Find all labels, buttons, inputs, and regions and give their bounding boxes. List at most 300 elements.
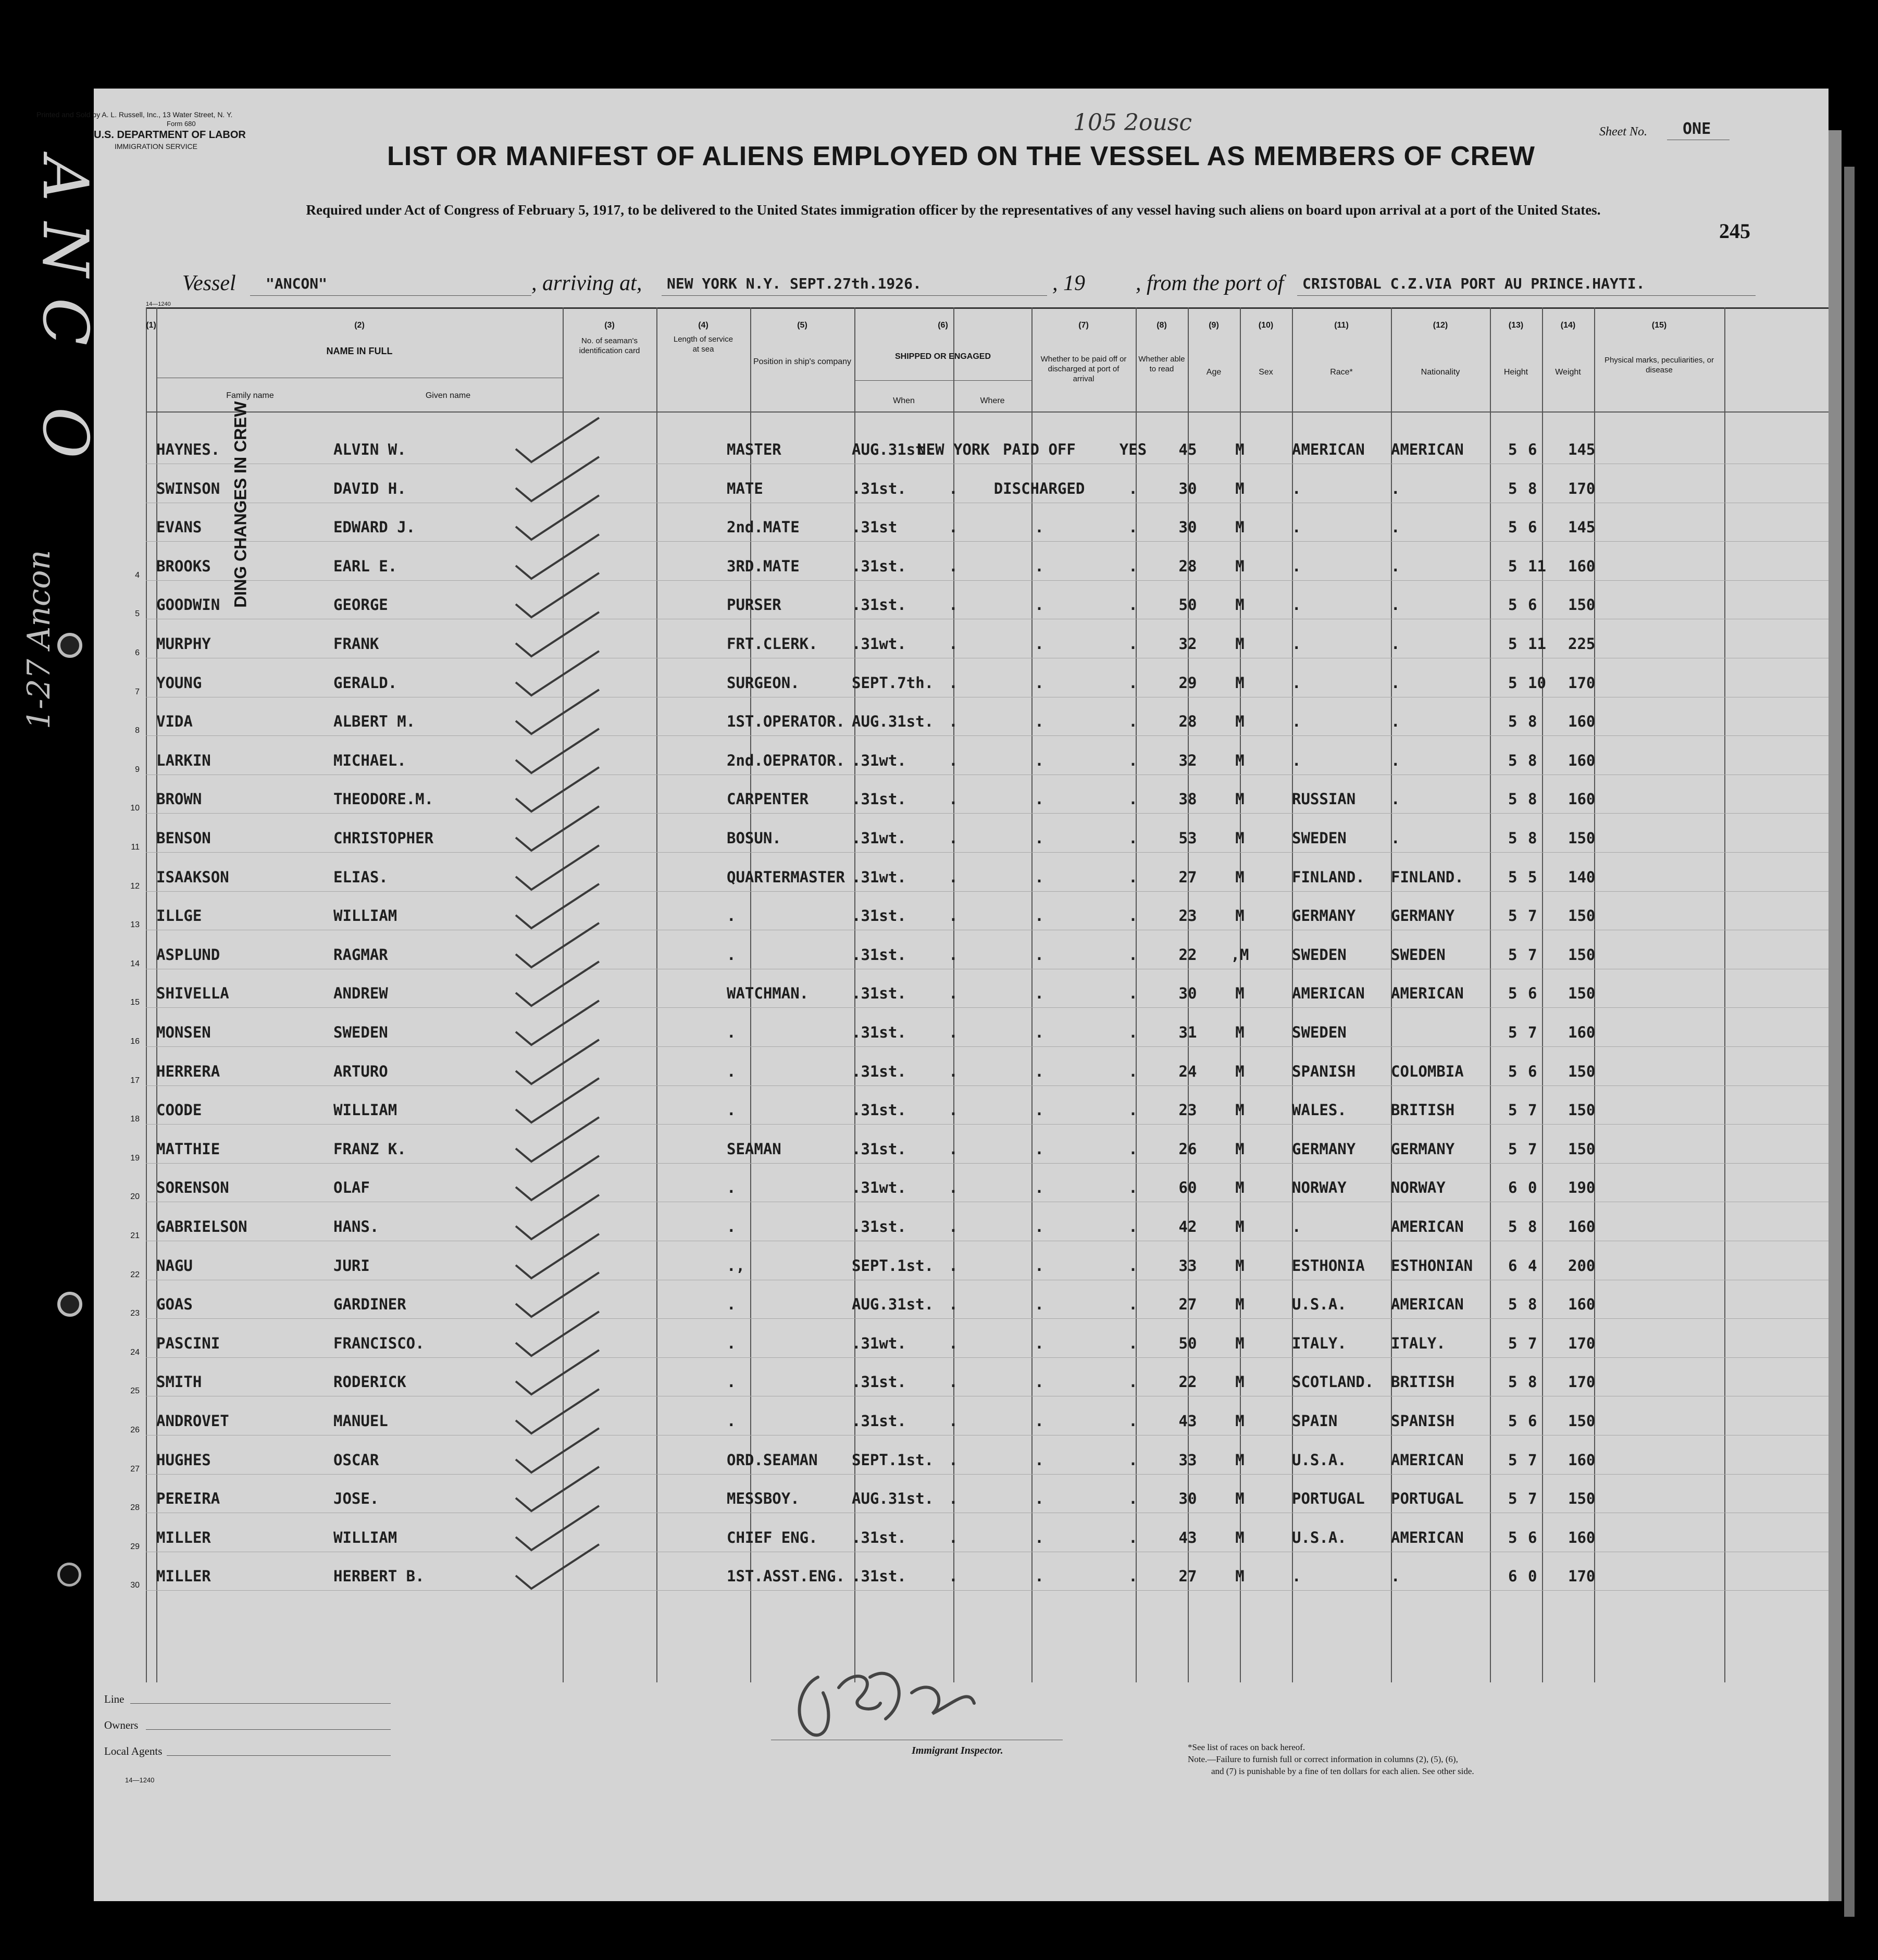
given-name-cell: EARL E.: [333, 557, 397, 575]
weight-cell: 170: [1568, 1334, 1596, 1352]
age-cell: 26: [1178, 1140, 1197, 1158]
weight-cell: 225: [1568, 635, 1596, 653]
given-name-cell: FRANCISCO.: [333, 1334, 425, 1352]
nationality-cell: AMERICAN: [1391, 1218, 1464, 1235]
age-cell: 45: [1178, 441, 1197, 458]
height-feet-cell: 5: [1508, 1334, 1518, 1352]
position-cell: .: [727, 1218, 736, 1235]
paid-off-cell: .: [1035, 596, 1044, 614]
nationality-cell: .: [1391, 557, 1400, 575]
able-read-cell: .: [1128, 518, 1138, 536]
form-title: LIST OR MANIFEST OF ALIENS EMPLOYED ON THE VESSEL AS MEMBERS OF CREW: [387, 141, 1535, 171]
height-inches-cell: 8: [1528, 1295, 1537, 1314]
handwritten-note-top: 105 2ousc: [1073, 109, 1192, 136]
height-inches-cell: 11: [1528, 635, 1546, 653]
family-name-cell: SWINSON: [156, 479, 220, 497]
column-rule: [146, 307, 147, 1682]
race-cell: SPAIN: [1292, 1412, 1338, 1430]
row-number: 6: [135, 648, 140, 657]
form-code-top: 14—1240: [146, 301, 171, 307]
row-number: 21: [130, 1231, 140, 1240]
height-inches-cell: 6: [1528, 1412, 1537, 1430]
col11-num: (11): [1334, 321, 1349, 330]
family-name-cell: GOAS: [156, 1295, 193, 1314]
col4-num: (4): [698, 321, 708, 330]
sex-cell: M: [1235, 1140, 1245, 1158]
sex-cell: M: [1235, 984, 1245, 1003]
where-cell: .: [949, 1023, 958, 1041]
where-cell: .: [949, 673, 958, 692]
race-cell: U.S.A.: [1292, 1528, 1347, 1546]
when-cell: .31st.: [852, 1140, 906, 1158]
race-cell: PORTUGAL: [1292, 1490, 1365, 1508]
height-inches-cell: 0: [1528, 1179, 1537, 1197]
given-name-cell: RODERICK: [333, 1373, 406, 1391]
height-inches-cell: 7: [1528, 945, 1537, 964]
family-name-cell: EVANS: [156, 518, 202, 536]
height-inches-cell: 7: [1528, 1490, 1537, 1508]
row-rule: [146, 1590, 1829, 1591]
height-feet-cell: 5: [1508, 441, 1518, 458]
height-feet-cell: 5: [1508, 751, 1518, 769]
race-cell: FINLAND.: [1292, 868, 1365, 886]
when-cell: .31st.: [852, 1373, 906, 1391]
paid-off-cell: .: [1035, 829, 1044, 847]
col2-num: (2): [354, 321, 365, 330]
able-read-cell: .: [1128, 1140, 1138, 1158]
header-bottom-line: [146, 411, 1829, 413]
when-header: When: [893, 396, 915, 405]
inspector-label: Immigrant Inspector.: [912, 1745, 1003, 1756]
where-cell: .: [949, 1528, 958, 1546]
paid-off-cell: .: [1035, 790, 1044, 808]
nationality-cell: .: [1391, 479, 1400, 497]
weight-cell: 150: [1568, 1490, 1596, 1508]
when-cell: .31st: [852, 518, 898, 536]
height-inches-cell: 7: [1528, 1023, 1537, 1041]
paid-off-cell: .: [1035, 984, 1044, 1003]
height-feet-cell: 5: [1508, 1218, 1518, 1235]
family-name-cell: ASPLUND: [156, 945, 220, 964]
height-feet-cell: 6: [1508, 1567, 1518, 1586]
service: IMMIGRATION SERVICE: [115, 142, 197, 151]
sex-cell: M: [1235, 635, 1245, 653]
weight-header: Weight: [1555, 368, 1581, 377]
paid-off-cell: .: [1035, 945, 1044, 964]
nationality-cell: AMERICAN: [1391, 1295, 1464, 1314]
family-name-cell: ILLGE: [156, 907, 202, 925]
sex-cell: M: [1235, 1101, 1245, 1119]
sex-cell: M: [1235, 441, 1245, 458]
paid-off-cell: .: [1035, 1451, 1044, 1469]
nationality-cell: GERMANY: [1391, 907, 1455, 925]
sex-cell: M: [1235, 1218, 1245, 1235]
family-name-cell: BROWN: [156, 790, 202, 808]
where-cell: .: [949, 1295, 958, 1314]
position-cell: .: [727, 1412, 736, 1430]
weight-cell: 150: [1568, 596, 1596, 614]
where-cell: NEW YORK: [917, 441, 990, 458]
age-cell: 33: [1178, 1451, 1197, 1469]
weight-cell: 200: [1568, 1256, 1596, 1275]
nationality-cell: .: [1391, 635, 1400, 653]
where-cell: .: [949, 518, 958, 536]
height-feet-cell: 5: [1508, 1140, 1518, 1158]
row-number: 11: [131, 843, 140, 852]
position-cell: PURSER: [727, 596, 781, 614]
race-header: Race*: [1330, 368, 1353, 377]
race-cell: AMERICAN: [1292, 984, 1365, 1003]
age-cell: 50: [1178, 1334, 1197, 1352]
where-cell: .: [949, 907, 958, 925]
weight-cell: 150: [1568, 945, 1596, 964]
race-cell: SWEDEN: [1292, 1023, 1347, 1041]
height-feet-cell: 5: [1508, 1451, 1518, 1469]
position-cell: .,: [727, 1256, 745, 1275]
height-feet-cell: 5: [1508, 673, 1518, 692]
sex-cell: M: [1235, 713, 1245, 731]
able-read-cell: .: [1128, 673, 1138, 692]
where-cell: .: [949, 557, 958, 575]
owners-underline: [146, 1729, 391, 1730]
sex-cell: M: [1235, 596, 1245, 614]
sex-cell: M: [1235, 1023, 1245, 1041]
able-read-cell: .: [1128, 829, 1138, 847]
vessel-name: "ANCON": [266, 275, 328, 292]
height-inches-cell: 11: [1528, 557, 1546, 575]
given-name-header: Given name: [425, 391, 471, 400]
side-vertical-label: DING CHANGES IN CREW: [231, 401, 250, 608]
family-name-cell: VIDA: [156, 713, 193, 731]
sex-cell: M: [1235, 1295, 1245, 1314]
row-number: 30: [130, 1581, 140, 1590]
height-header: Height: [1503, 368, 1528, 377]
given-name-cell: OLAF: [333, 1179, 370, 1197]
position-cell: .: [727, 1101, 736, 1119]
age-header: Age: [1206, 368, 1222, 377]
race-cell: U.S.A.: [1292, 1451, 1347, 1469]
given-name-cell: MICHAEL.: [333, 751, 406, 769]
sex-cell: M: [1235, 790, 1245, 808]
able-read-cell: .: [1128, 596, 1138, 614]
nationality-cell: .: [1391, 596, 1400, 614]
position-cell: .: [727, 1295, 736, 1314]
race-cell: .: [1292, 596, 1301, 614]
height-feet-cell: 5: [1508, 518, 1518, 536]
age-cell: 30: [1178, 984, 1197, 1003]
when-cell: AUG.31st.: [852, 713, 934, 731]
nationality-cell: .: [1391, 673, 1400, 692]
race-cell: U.S.A.: [1292, 1295, 1347, 1314]
row-number: 29: [130, 1542, 140, 1551]
able-read-cell: .: [1128, 1062, 1138, 1080]
col1-num: (1): [146, 321, 156, 330]
age-cell: 24: [1178, 1062, 1197, 1080]
height-inches-cell: 8: [1528, 713, 1537, 731]
row-number: 16: [130, 1037, 140, 1046]
sex-cell: M: [1235, 1373, 1245, 1391]
sex-cell: M: [1235, 1334, 1245, 1352]
arriving-value: NEW YORK N.Y. SEPT.27th.1926.: [667, 275, 922, 292]
col8-num: (8): [1156, 321, 1167, 330]
arriving-underline: [662, 295, 1047, 296]
sex-cell: M: [1235, 479, 1245, 497]
sex-cell: M: [1235, 1451, 1245, 1469]
weight-cell: 150: [1568, 1062, 1596, 1080]
family-name-cell: YOUNG: [156, 673, 202, 692]
table-top-border: [146, 307, 1829, 309]
where-cell: .: [949, 1140, 958, 1158]
family-name-cell: MATTHIE: [156, 1140, 220, 1158]
row-number: 15: [130, 998, 140, 1007]
sex-cell: M: [1235, 1256, 1245, 1275]
page-number: 245: [1719, 219, 1750, 243]
position-cell: .: [727, 1023, 736, 1041]
margin-handwriting: ANC O: [29, 156, 101, 479]
height-inches-cell: 7: [1528, 1451, 1537, 1469]
nationality-cell: COLOMBIA: [1391, 1062, 1464, 1080]
given-name-cell: SWEDEN: [333, 1023, 388, 1041]
family-name-header: Family name: [226, 391, 274, 400]
age-cell: 28: [1178, 557, 1197, 575]
able-read-cell: .: [1128, 557, 1138, 575]
height-inches-cell: 7: [1528, 1140, 1537, 1158]
nationality-cell: NORWAY: [1391, 1179, 1446, 1197]
when-cell: .31st.: [852, 1412, 906, 1430]
race-cell: GERMANY: [1292, 1140, 1356, 1158]
family-name-cell: HERRERA: [156, 1062, 220, 1080]
family-name-cell: COODE: [156, 1101, 202, 1119]
row-number: 28: [130, 1503, 140, 1513]
id-card-header: No. of seaman's identification card: [579, 336, 640, 355]
age-cell: 23: [1178, 1101, 1197, 1119]
where-cell: .: [949, 479, 958, 497]
weight-cell: 170: [1568, 1567, 1596, 1586]
when-cell: .31st.: [852, 1567, 906, 1586]
age-cell: 27: [1178, 868, 1197, 886]
row-rule: [146, 1124, 1829, 1125]
race-cell: .: [1292, 518, 1301, 536]
given-name-cell: EDWARD J.: [333, 518, 416, 536]
paid-off-cell: .: [1035, 1023, 1044, 1041]
position-cell: .: [727, 1179, 736, 1197]
able-read-cell: .: [1128, 1256, 1138, 1275]
length-service-header: Length of service at sea: [673, 335, 733, 354]
sheet-value: ONE: [1683, 120, 1711, 138]
height-inches-cell: 4: [1528, 1256, 1537, 1275]
weight-cell: 150: [1568, 1412, 1596, 1430]
given-name-cell: HANS.: [333, 1218, 379, 1235]
able-read-cell: .: [1128, 751, 1138, 769]
where-cell: .: [949, 1334, 958, 1352]
when-cell: .31wt.: [852, 751, 906, 769]
paid-off-cell: .: [1035, 1567, 1044, 1586]
shipped-header: SHIPPED OR ENGAGED: [894, 352, 991, 361]
row-number: 14: [130, 959, 140, 968]
able-read-cell: .: [1128, 1101, 1138, 1119]
where-cell: .: [949, 1373, 958, 1391]
height-inches-cell: 8: [1528, 1218, 1537, 1235]
when-cell: AUG.31st.: [852, 441, 934, 458]
height-inches-cell: 7: [1528, 1101, 1537, 1119]
height-feet-cell: 6: [1508, 1179, 1518, 1197]
weight-cell: 160: [1568, 1528, 1596, 1546]
where-cell: .: [949, 596, 958, 614]
race-cell: .: [1292, 635, 1301, 653]
where-cell: .: [949, 1412, 958, 1430]
sex-cell: M: [1235, 868, 1245, 886]
where-cell: .: [949, 635, 958, 653]
when-cell: AUG.31st.: [852, 1295, 934, 1314]
col9-num: (9): [1209, 321, 1219, 330]
weight-cell: 160: [1568, 751, 1596, 769]
row-number: 12: [130, 881, 140, 891]
paid-off-cell: .: [1035, 1490, 1044, 1508]
age-cell: 30: [1178, 1490, 1197, 1508]
when-cell: .31st.: [852, 479, 906, 497]
when-cell: .31st.: [852, 1023, 906, 1041]
row-number: 18: [130, 1115, 140, 1124]
row-number: 25: [130, 1387, 140, 1396]
weight-cell: 170: [1568, 1373, 1596, 1391]
able-read-cell: .: [1128, 1023, 1138, 1041]
race-cell: RUSSIAN: [1292, 790, 1356, 808]
row-rule: [146, 1007, 1829, 1008]
position-cell: .: [727, 1373, 736, 1391]
able-read-cell: .: [1128, 1451, 1138, 1469]
when-cell: .31st.: [852, 1218, 906, 1235]
name-in-full-header: NAME IN FULL: [326, 346, 393, 356]
when-cell: .31wt.: [852, 829, 906, 847]
row-number: 10: [130, 804, 140, 813]
race-cell: WALES.: [1292, 1101, 1347, 1119]
race-cell: SPANISH: [1292, 1062, 1356, 1080]
weight-cell: 145: [1568, 518, 1596, 536]
weight-cell: 160: [1568, 557, 1596, 575]
height-feet-cell: 6: [1508, 1256, 1518, 1275]
sex-cell: M: [1235, 829, 1245, 847]
check-mark-icon: [511, 1539, 604, 1596]
paid-off-cell: .: [1035, 1412, 1044, 1430]
when-cell: .31st.: [852, 596, 906, 614]
given-name-cell: CHRISTOPHER: [333, 829, 434, 847]
sex-cell: M: [1235, 1179, 1245, 1197]
when-cell: .31st.: [852, 1101, 906, 1119]
age-cell: 38: [1178, 790, 1197, 808]
requirement-text: Required under Act of Congress of February 5, 1917, to be delivered to the United States immigration officer by the representatives of any vessel having such aliens on board upon arrival at a port of the United States.: [306, 202, 1601, 218]
weight-cell: 150: [1568, 1101, 1596, 1119]
underlying-page-edge-2: [1844, 167, 1855, 1917]
position-cell: .: [727, 1334, 736, 1352]
age-cell: 53: [1178, 829, 1197, 847]
height-inches-cell: 5: [1528, 868, 1537, 886]
where-cell: .: [949, 1218, 958, 1235]
given-name-cell: MANUEL: [333, 1412, 388, 1430]
height-feet-cell: 5: [1508, 868, 1518, 886]
row-rule: [146, 1163, 1829, 1164]
when-cell: SEPT.7th.: [852, 673, 934, 692]
row-number: 19: [130, 1153, 140, 1163]
race-cell: .: [1292, 713, 1301, 731]
sheet-label: Sheet No.: [1599, 125, 1647, 139]
sex-cell: M: [1235, 1062, 1245, 1080]
position-header: Position in ship's company: [753, 357, 852, 366]
row-number: 5: [135, 609, 140, 619]
paid-off-cell: .: [1035, 1295, 1044, 1314]
given-name-cell: GARDINER: [333, 1295, 406, 1314]
paid-off-cell: .: [1035, 518, 1044, 536]
height-inches-cell: 7: [1528, 907, 1537, 925]
able-read-cell: .: [1128, 1295, 1138, 1314]
given-name-cell: DAVID H.: [333, 479, 406, 497]
where-cell: .: [949, 829, 958, 847]
family-name-cell: MILLER: [156, 1567, 211, 1586]
age-cell: 43: [1178, 1412, 1197, 1430]
row-rule: [146, 1357, 1829, 1358]
given-name-cell: THEODORE.M.: [333, 790, 434, 808]
paid-off-cell: .: [1035, 1062, 1044, 1080]
local-agents-label: Local Agents: [104, 1745, 163, 1757]
form-code-bottom: 14—1240: [125, 1776, 155, 1784]
col12-num: (12): [1433, 321, 1448, 330]
able-read-cell: .: [1128, 1528, 1138, 1546]
position-cell: .: [727, 945, 736, 964]
given-name-cell: ELIAS.: [333, 868, 388, 886]
position-cell: QUARTERMASTER: [727, 868, 845, 886]
race-cell: ESTHONIA: [1292, 1256, 1365, 1275]
row-rule: [146, 1474, 1829, 1475]
paid-off-cell: .: [1035, 907, 1044, 925]
row-rule: [146, 852, 1829, 853]
age-cell: 23: [1178, 907, 1197, 925]
nationality-cell: .: [1391, 751, 1400, 769]
given-name-cell: HERBERT B.: [333, 1567, 425, 1586]
when-cell: .31st.: [852, 907, 906, 925]
when-cell: .31wt.: [852, 1334, 906, 1352]
col3-num: (3): [604, 321, 615, 330]
weight-cell: 160: [1568, 1218, 1596, 1235]
when-cell: .31wt.: [852, 1179, 906, 1197]
sex-cell: M: [1235, 557, 1245, 575]
race-cell: ITALY.: [1292, 1334, 1347, 1352]
row-number: 4: [135, 570, 140, 580]
where-cell: .: [949, 1062, 958, 1080]
height-feet-cell: 5: [1508, 790, 1518, 808]
height-inches-cell: 6: [1528, 596, 1537, 614]
family-name-cell: SORENSON: [156, 1179, 229, 1197]
sex-cell: M: [1235, 1528, 1245, 1546]
where-cell: .: [949, 713, 958, 731]
row-number: 8: [135, 726, 140, 735]
nationality-cell: .: [1391, 1567, 1400, 1586]
where-cell: .: [949, 1451, 958, 1469]
row-number: 24: [130, 1347, 140, 1357]
vessel-label: Vessel: [182, 271, 236, 295]
paid-off-cell: DISCHARGED: [993, 479, 1085, 497]
nationality-cell: AMERICAN: [1391, 441, 1464, 458]
column-rule: [1490, 307, 1491, 1682]
form-number: Form 680: [167, 120, 196, 128]
when-cell: .31st.: [852, 945, 906, 964]
sex-cell: M: [1235, 1567, 1245, 1586]
punch-hole-2: [57, 1292, 82, 1317]
sex-cell: ,M: [1230, 945, 1249, 964]
height-inches-cell: 7: [1528, 1334, 1537, 1352]
nationality-cell: ESTHONIAN: [1391, 1256, 1473, 1275]
row-number: 22: [130, 1270, 140, 1279]
height-feet-cell: 5: [1508, 1062, 1518, 1080]
paid-off-cell: .: [1035, 1218, 1044, 1235]
